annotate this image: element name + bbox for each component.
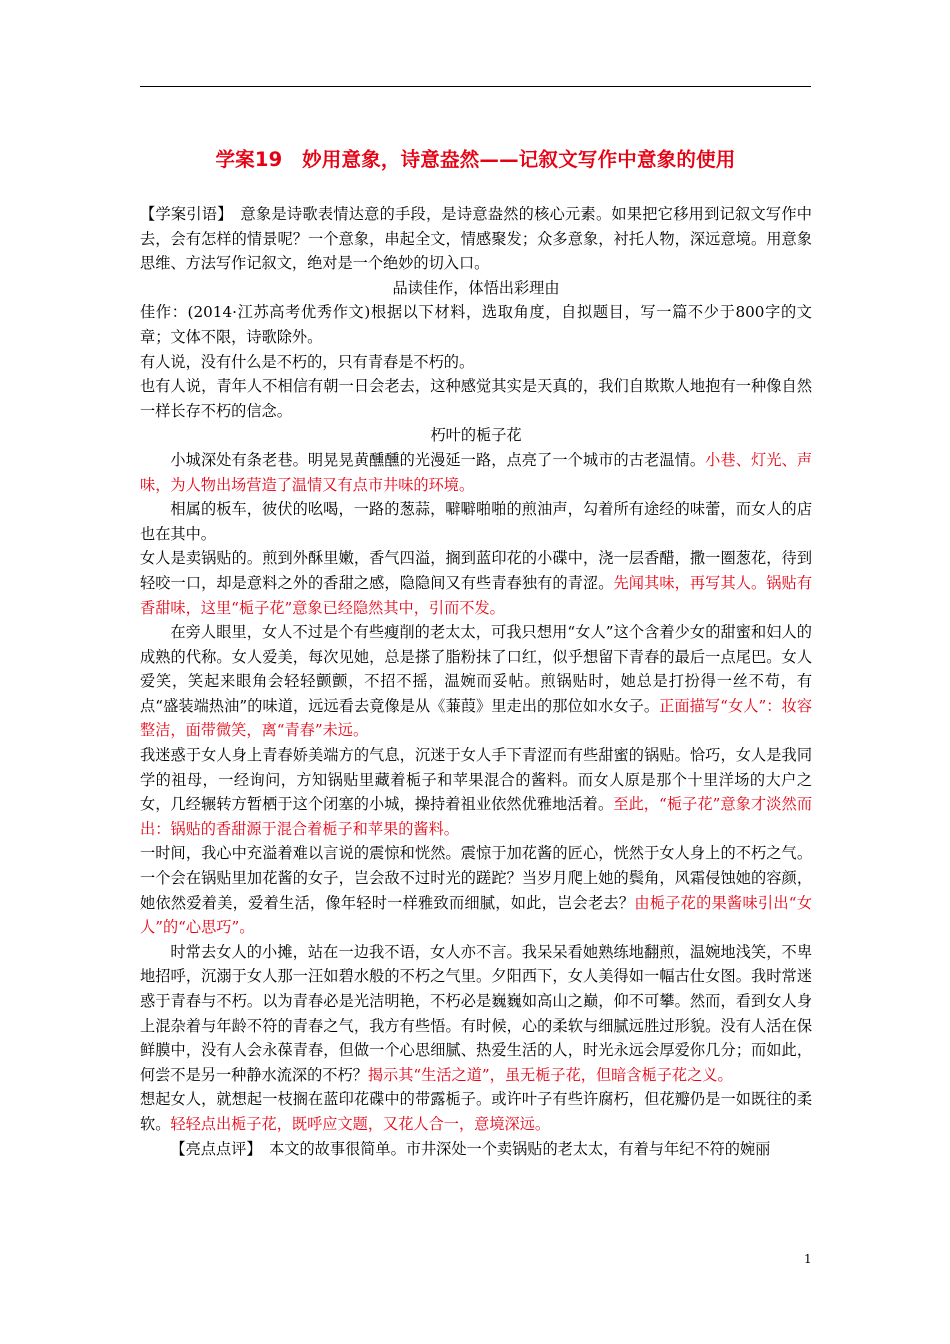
essay-paragraph: [140, 940, 812, 1088]
essay-text: 小城深处有条老巷。明晃晃黄醺醺的光漫延一路，点亮了一个城市的古老温情。: [170, 450, 706, 469]
essay-title: 朽叶的栀子花: [430, 426, 522, 445]
prompt-line: 也有人说，青年人不相信有朝一日会老去，这种感觉其实是天真的，我们自欺欺人地抱有一种像自然一样长存不朽的信念。: [140, 377, 812, 420]
essay-paragraph: [140, 841, 812, 939]
essay-text: 想起女人，就想起一枝搁在蓝印花碟中的带露栀子。或许叶子有些许腐朽，但花瓣仍是一如既往的柔软。: [140, 1090, 812, 1133]
review-paragraph: [140, 1137, 812, 1162]
page-title: 学案19 妙用意象，诗意盎然——记叙文写作中意象的使用: [215, 148, 736, 171]
document-body: [140, 202, 812, 1161]
essay-text: 一时间，我心中充溢着难以言说的震惊和恍然。震惊于加花酱的匠心，恍然于女人身上的不朽之气。一个会在锅贴里加花酱的女子，岂会敌不过时光的蹉跎？当岁月爬上她的鬓角，风霜侵蚀她的容颜，她依然爱着美，爱着生活，像年轻时一样雅致而细腻，如此，岂会老去？: [140, 844, 812, 912]
annotation-note: 至此，“栀子花”意象才淡然而出：锅贴的香甜源于混合着栀子和苹果的酱料。: [140, 795, 813, 838]
essay-paragraph: [140, 743, 812, 841]
essay-text: 女人是卖锅贴的。煎到外酥里嫩，香气四溢，搁到蓝印花的小碟中，浇一层香醋，撒一圈葱花，待到轻咬一口，却是意料之外的香甜之感，隐隐间又有些青春独有的青涩。: [140, 549, 812, 592]
annotation-note: 揭示其“生活之道”，虽无栀子花，但暗含栀子花之义。: [367, 1065, 733, 1084]
annotation-note: 正面描写“女人”：妆容整洁，面带微笑，离“青春”未远。: [140, 696, 813, 740]
annotation-note: 小巷、灯光、声味，为人物出场营造了温情又有点市井味的环境。: [140, 450, 813, 494]
essay-text: 相属的板车，彼伏的吆喝，一路的葱蒜，噼噼啪啪的煎油声，勾着所有途经的味蕾，而女人的店也在其中。: [140, 500, 812, 543]
essay-paragraph: [140, 620, 812, 743]
essay-paragraph: [140, 497, 812, 546]
annotation-note: 先闻其味，再写其人。锅贴有香甜味，这里“栀子花”意象已经隐然其中，引而不发。: [140, 573, 813, 617]
review-label: 【亮点点评】: [170, 1139, 254, 1158]
intro-paragraph: [140, 202, 812, 276]
prompt-line: 有人说，没有什么是不朽的，只有青春是不朽的。: [140, 352, 475, 371]
prompt-line: 佳作：(2014·江苏高考优秀作文)根据以下材料，选取角度，自拟题目，写一篇不少于800字的文章；文体不限，诗歌除外。: [140, 303, 812, 346]
header-rule: [140, 86, 811, 87]
essay-paragraph: [140, 448, 812, 497]
review-text: 本文的故事很简单。市井深处一个卖锅贴的老太太，有着与年纪不符的婉丽: [253, 1139, 771, 1158]
section-heading: 品读佳作，体悟出彩理由: [392, 278, 560, 297]
essay-paragraph: [140, 1087, 812, 1136]
essay-text: 我迷惑于女人身上青春娇美端方的气息，沉迷于女人手下青涩而有些甜蜜的锅贴。恰巧，女人是我同学的祖母，一经询问，方知锅贴里藏着栀子和苹果混合的酱料。而女人原是那个十里洋场的大户之女，几经辗转方暂栖于这个闭塞的小城，操持着祖业依然优雅地活着。: [140, 746, 812, 814]
intro-label: 【学案引语】: [140, 205, 226, 223]
annotation-note: 轻轻点出栀子花，既呼应文题，又花人合一，意境深远。: [170, 1114, 551, 1133]
essay-paragraph: [140, 546, 812, 620]
intro-text: 意象是诗歌表情达意的手段，是诗意盎然的核心元素。如果把它移用到记叙文写作中去，会有怎样的情景呢？一个意象，串起全文，情感聚发；众多意象，衬托人物，深远意境。用意象思维、方法写作记叙文，绝对是一个绝妙的切入口。: [140, 205, 812, 273]
annotation-note: 由栀子花的果酱味引出“女人”的“心思巧”。: [140, 893, 813, 937]
essay-text: 在旁人眼里，女人不过是个有些瘦削的老太太，可我只想用“女人”这个含着少女的甜蜜和妇人的成熟的代称。女人爱美，每次见她，总是搽了脂粉抹了口红，似乎想留下青春的最后一点尾巴。女人爱笑，笑起来眼角会轻轻颤颤，不招不摇，温婉而妥帖。煎锅贴时，她总是打扮得一丝不苟，有点“盛装端热油”的味道，远远看去竟像是从《蒹葭》里走出的那位如水女子。: [140, 623, 812, 715]
page-number: 1: [804, 1252, 812, 1266]
essay-text: 时常去女人的小摊，站在一边我不语，女人亦不言。我呆呆看她熟练地翻煎，温婉地浅笑，不卑地招呼，沉溺于女人那一汪如碧水般的不朽之气里。夕阳西下，女人美得如一幅古仕女图。我时常迷惑于青春与不朽。以为青春必是光洁明艳，不朽必是巍巍如高山之巅，仰不可攀。然而，看到女人身上混杂着与年龄不符的青春之气，我方有些悟。有时候，心的柔软与细腻远胜过形貌。没有人活在保鲜膜中，没有人会永葆青春，但做一个心思细腻、热爱生活的人，时光永远会厚爱你几分；而如此，何尝不是另一种静水流深的不朽？: [140, 942, 812, 1084]
